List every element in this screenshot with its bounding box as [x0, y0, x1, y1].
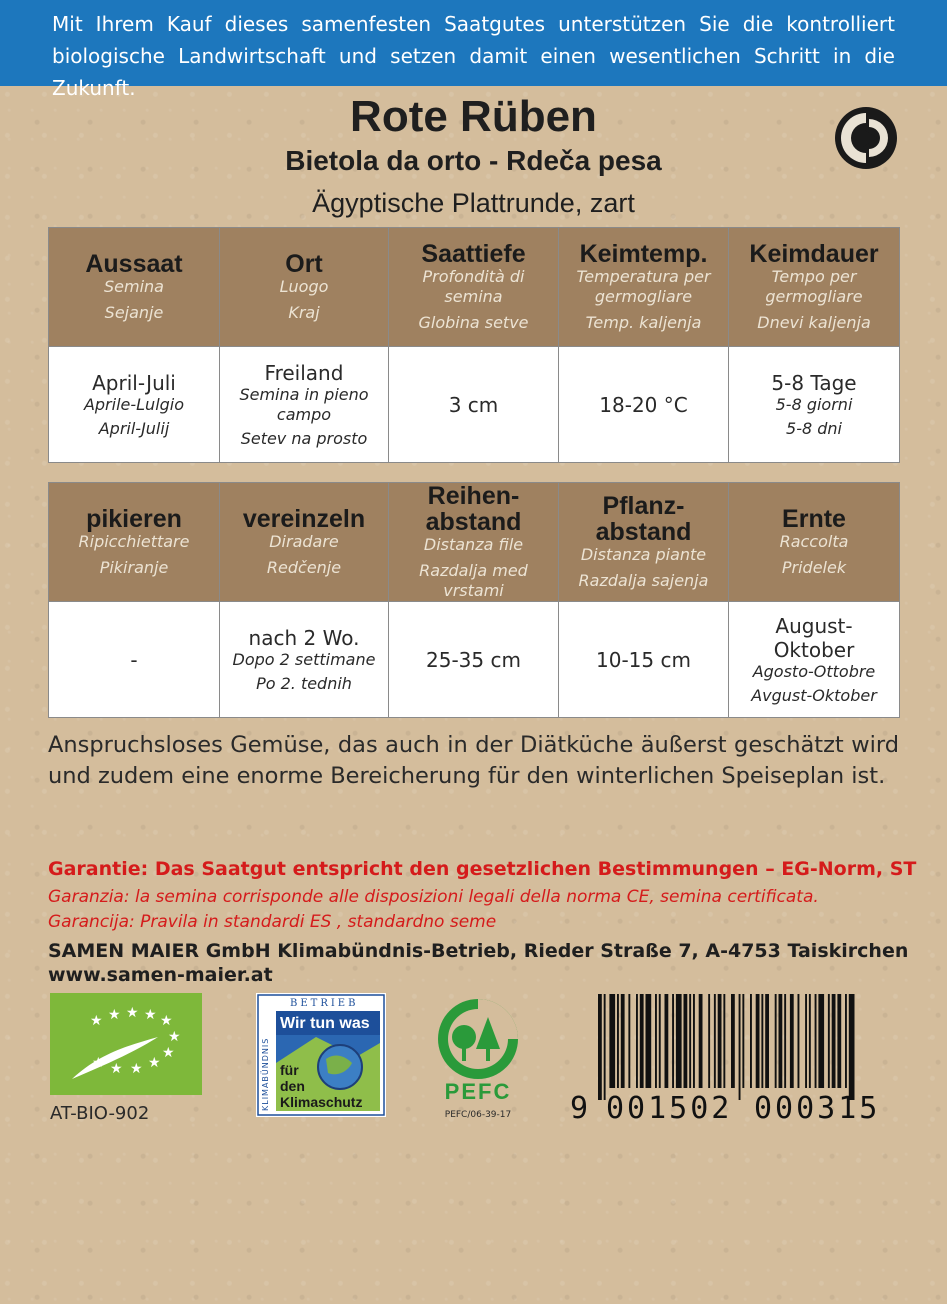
- barcode-bar: [646, 994, 652, 1088]
- barcode-digits-group1: 001502: [606, 1091, 733, 1124]
- pefc-logo: [430, 995, 530, 1125]
- value-cell-vereinzeln: nach 2 Wo. Dopo 2 settimane Po 2. tednih: [220, 602, 389, 718]
- barcode-bar: [739, 994, 741, 1100]
- header-cell-reihenabstand: Reihen-abstand Distanza file Razdalja med vrstami: [389, 483, 559, 602]
- barcode-bar: [714, 994, 716, 1088]
- table-value-row: [49, 347, 900, 463]
- barcode-bar: [809, 994, 811, 1088]
- header-cell-pikieren: pikieren Ripicchiettare Pikiranje: [49, 483, 220, 602]
- barcode-bar: [655, 994, 657, 1088]
- value-cell-aussaat: April-Juli Aprile-Lulgio April-Julij: [49, 347, 220, 463]
- barcode-bar: [718, 994, 722, 1088]
- svg-text:★: ★: [162, 1045, 175, 1061]
- guarantee-it: Garanzia: la semina corrisponde alle disposizioni legali della norma CE, semina certificata.: [48, 887, 819, 907]
- barcode-bar: [640, 994, 644, 1088]
- header-cell-pflanzabstand: Pflanz-abstand Distanza piante Razdalja sajenja: [559, 483, 729, 602]
- barcode-bar: [784, 994, 786, 1088]
- value-cell-keimtemp: 18-20 °C: [559, 347, 729, 463]
- value-cell-ort: Freiland Semina in pieno campo Setev na prosto: [220, 347, 389, 463]
- barcode-bar: [779, 994, 783, 1088]
- bio-control-code: AT-BIO-902: [50, 1103, 150, 1124]
- svg-text:den: den: [280, 1078, 305, 1094]
- barcode-bar: [832, 994, 836, 1088]
- barcode-bar: [849, 994, 855, 1100]
- table-header-row: [49, 483, 900, 602]
- svg-text:★: ★: [126, 1005, 139, 1021]
- barcode-bar: [837, 994, 841, 1088]
- value-cell-keimdauer: 5-8 Tage 5-8 giorni 5-8 dni: [729, 347, 900, 463]
- barcode-bar: [604, 994, 606, 1100]
- barcode-bar: [775, 994, 777, 1088]
- barcode-bar: [684, 994, 688, 1088]
- barcode-bar: [672, 994, 674, 1088]
- banner-line-1: Mit Ihrem Kauf dieses samenfesten Saatgutes unterstützen Sie die kontrolliert: [52, 12, 895, 36]
- header-cell-keimtemp: Keimtemp. Temperatura per germogliare Temp. kaljenja: [559, 228, 729, 347]
- barcode-digits-group2: 000315: [754, 1091, 881, 1124]
- company-address: SAMEN MAIER GmbH Klimabündnis-Betrieb, Rieder Straße 7, A-4753 Taiskirchen: [48, 940, 909, 962]
- value-cell-ernte: August-Oktober Agosto-Ottobre Avgust-Oktober: [729, 602, 900, 718]
- barcode-bar: [765, 994, 769, 1088]
- value-cell-reihenabstand: 25-35 cm: [389, 602, 559, 718]
- barcode-bar: [617, 994, 619, 1088]
- header-cell-ort: Ort Luogo Kraj: [220, 228, 389, 347]
- product-variety: Ägyptische Plattrunde, zart: [312, 188, 635, 218]
- barcode-bar: [798, 994, 800, 1088]
- eu-leaf-icon: [50, 993, 202, 1095]
- svg-text:★: ★: [168, 1029, 181, 1045]
- table-header-row: [49, 228, 900, 347]
- svg-text:PEFC/06-39-17: PEFC/06-39-17: [444, 1110, 512, 1120]
- barcode-bar: [699, 994, 703, 1088]
- klimabuendnis-logo: [256, 993, 386, 1117]
- barcode-bar: [742, 994, 744, 1088]
- website-link[interactable]: www.samen-maier.at: [48, 964, 273, 986]
- barcode-bar: [598, 994, 602, 1100]
- svg-text:★: ★: [90, 1013, 103, 1029]
- svg-text:★: ★: [148, 1055, 161, 1071]
- value-cell-saattiefe: 3 cm: [389, 347, 559, 463]
- top-banner: [0, 0, 947, 100]
- svg-text:Klimaschutz: Klimaschutz: [280, 1094, 363, 1110]
- barcode-bar: [621, 994, 625, 1088]
- barcode-bar: [756, 994, 760, 1088]
- barcode-bar: [636, 994, 638, 1088]
- svg-text:PEFC: PEFC: [444, 1079, 512, 1104]
- barcode-bar: [723, 994, 725, 1088]
- value-cell-pikieren: -: [49, 602, 220, 718]
- barcode-digit-first: 9: [570, 1091, 589, 1124]
- header-cell-vereinzeln: vereinzeln Diradare Redčenje: [220, 483, 389, 602]
- eu-organic-logo: [50, 993, 202, 1095]
- barcode-bar: [805, 994, 807, 1088]
- guarantee-sl: Garancija: Pravila in standardi ES , standardno seme: [48, 912, 497, 932]
- svg-text:KLIMABÜNDNIS: KLIMABÜNDNIS: [261, 1037, 270, 1111]
- barcode-bar: [676, 994, 682, 1088]
- barcode-bar: [665, 994, 669, 1088]
- product-translations: Bietola da orto - Rdeča pesa: [285, 145, 662, 176]
- barcode-bar: [628, 994, 630, 1088]
- svg-text:für: für: [280, 1062, 299, 1078]
- product-description: Anspruchsloses Gemüse, das auch in der Diätküche äußerst geschätzt wird und zudem eine enorme Bereicherung für den winterlichen Speiseplan ist.: [48, 732, 899, 789]
- barcode-bar: [659, 994, 661, 1088]
- svg-text:★: ★: [144, 1007, 157, 1023]
- guarantee-de: Garantie: Das Saatgut entspricht den gesetzlichen Bestimmungen – EG-Norm, ST: [48, 858, 917, 880]
- header-cell-aussaat: Aussaat Semina Sejanje: [49, 228, 220, 347]
- barcode-bar: [761, 994, 763, 1088]
- barcode-bar: [828, 994, 830, 1088]
- value-cell-pflanzabstand: 10-15 cm: [559, 602, 729, 718]
- barcode-bar: [708, 994, 710, 1088]
- barcode-bar: [609, 994, 615, 1088]
- barcode-bar: [693, 994, 695, 1088]
- barcode-bar: [845, 994, 847, 1088]
- product-name: Rote Rüben: [350, 92, 597, 141]
- green-dot-recycle-icon: [833, 105, 899, 171]
- barcode-bar: [750, 994, 752, 1088]
- barcode-bar: [689, 994, 691, 1088]
- ean-barcode: [570, 994, 900, 1124]
- barcode-bar: [790, 994, 794, 1088]
- header-cell-ernte: Ernte Raccolta Pridelek: [729, 483, 900, 602]
- barcode-bar: [818, 994, 824, 1088]
- svg-text:★: ★: [160, 1013, 173, 1029]
- sowing-info-table: [48, 227, 900, 463]
- barcode-bar: [731, 994, 735, 1088]
- barcode-bar: [815, 994, 817, 1088]
- svg-text:★: ★: [130, 1061, 143, 1077]
- table-value-row: [49, 602, 900, 718]
- growing-info-table: [48, 482, 900, 718]
- header-cell-keimdauer: Keimdauer Tempo per germogliare Dnevi kaljenja: [729, 228, 900, 347]
- svg-text:BETRIEB: BETRIEB: [290, 998, 359, 1009]
- svg-text:★: ★: [110, 1061, 123, 1077]
- banner-line-2: biologische Landwirtschaft und setzen damit einen wesentlichen Schritt in die Zukunft.: [52, 44, 895, 100]
- header-cell-saattiefe: Saattiefe Profondità di semina Globina setve: [389, 228, 559, 347]
- svg-text:★: ★: [108, 1007, 121, 1023]
- svg-text:Wir tun was: Wir tun was: [280, 1015, 370, 1032]
